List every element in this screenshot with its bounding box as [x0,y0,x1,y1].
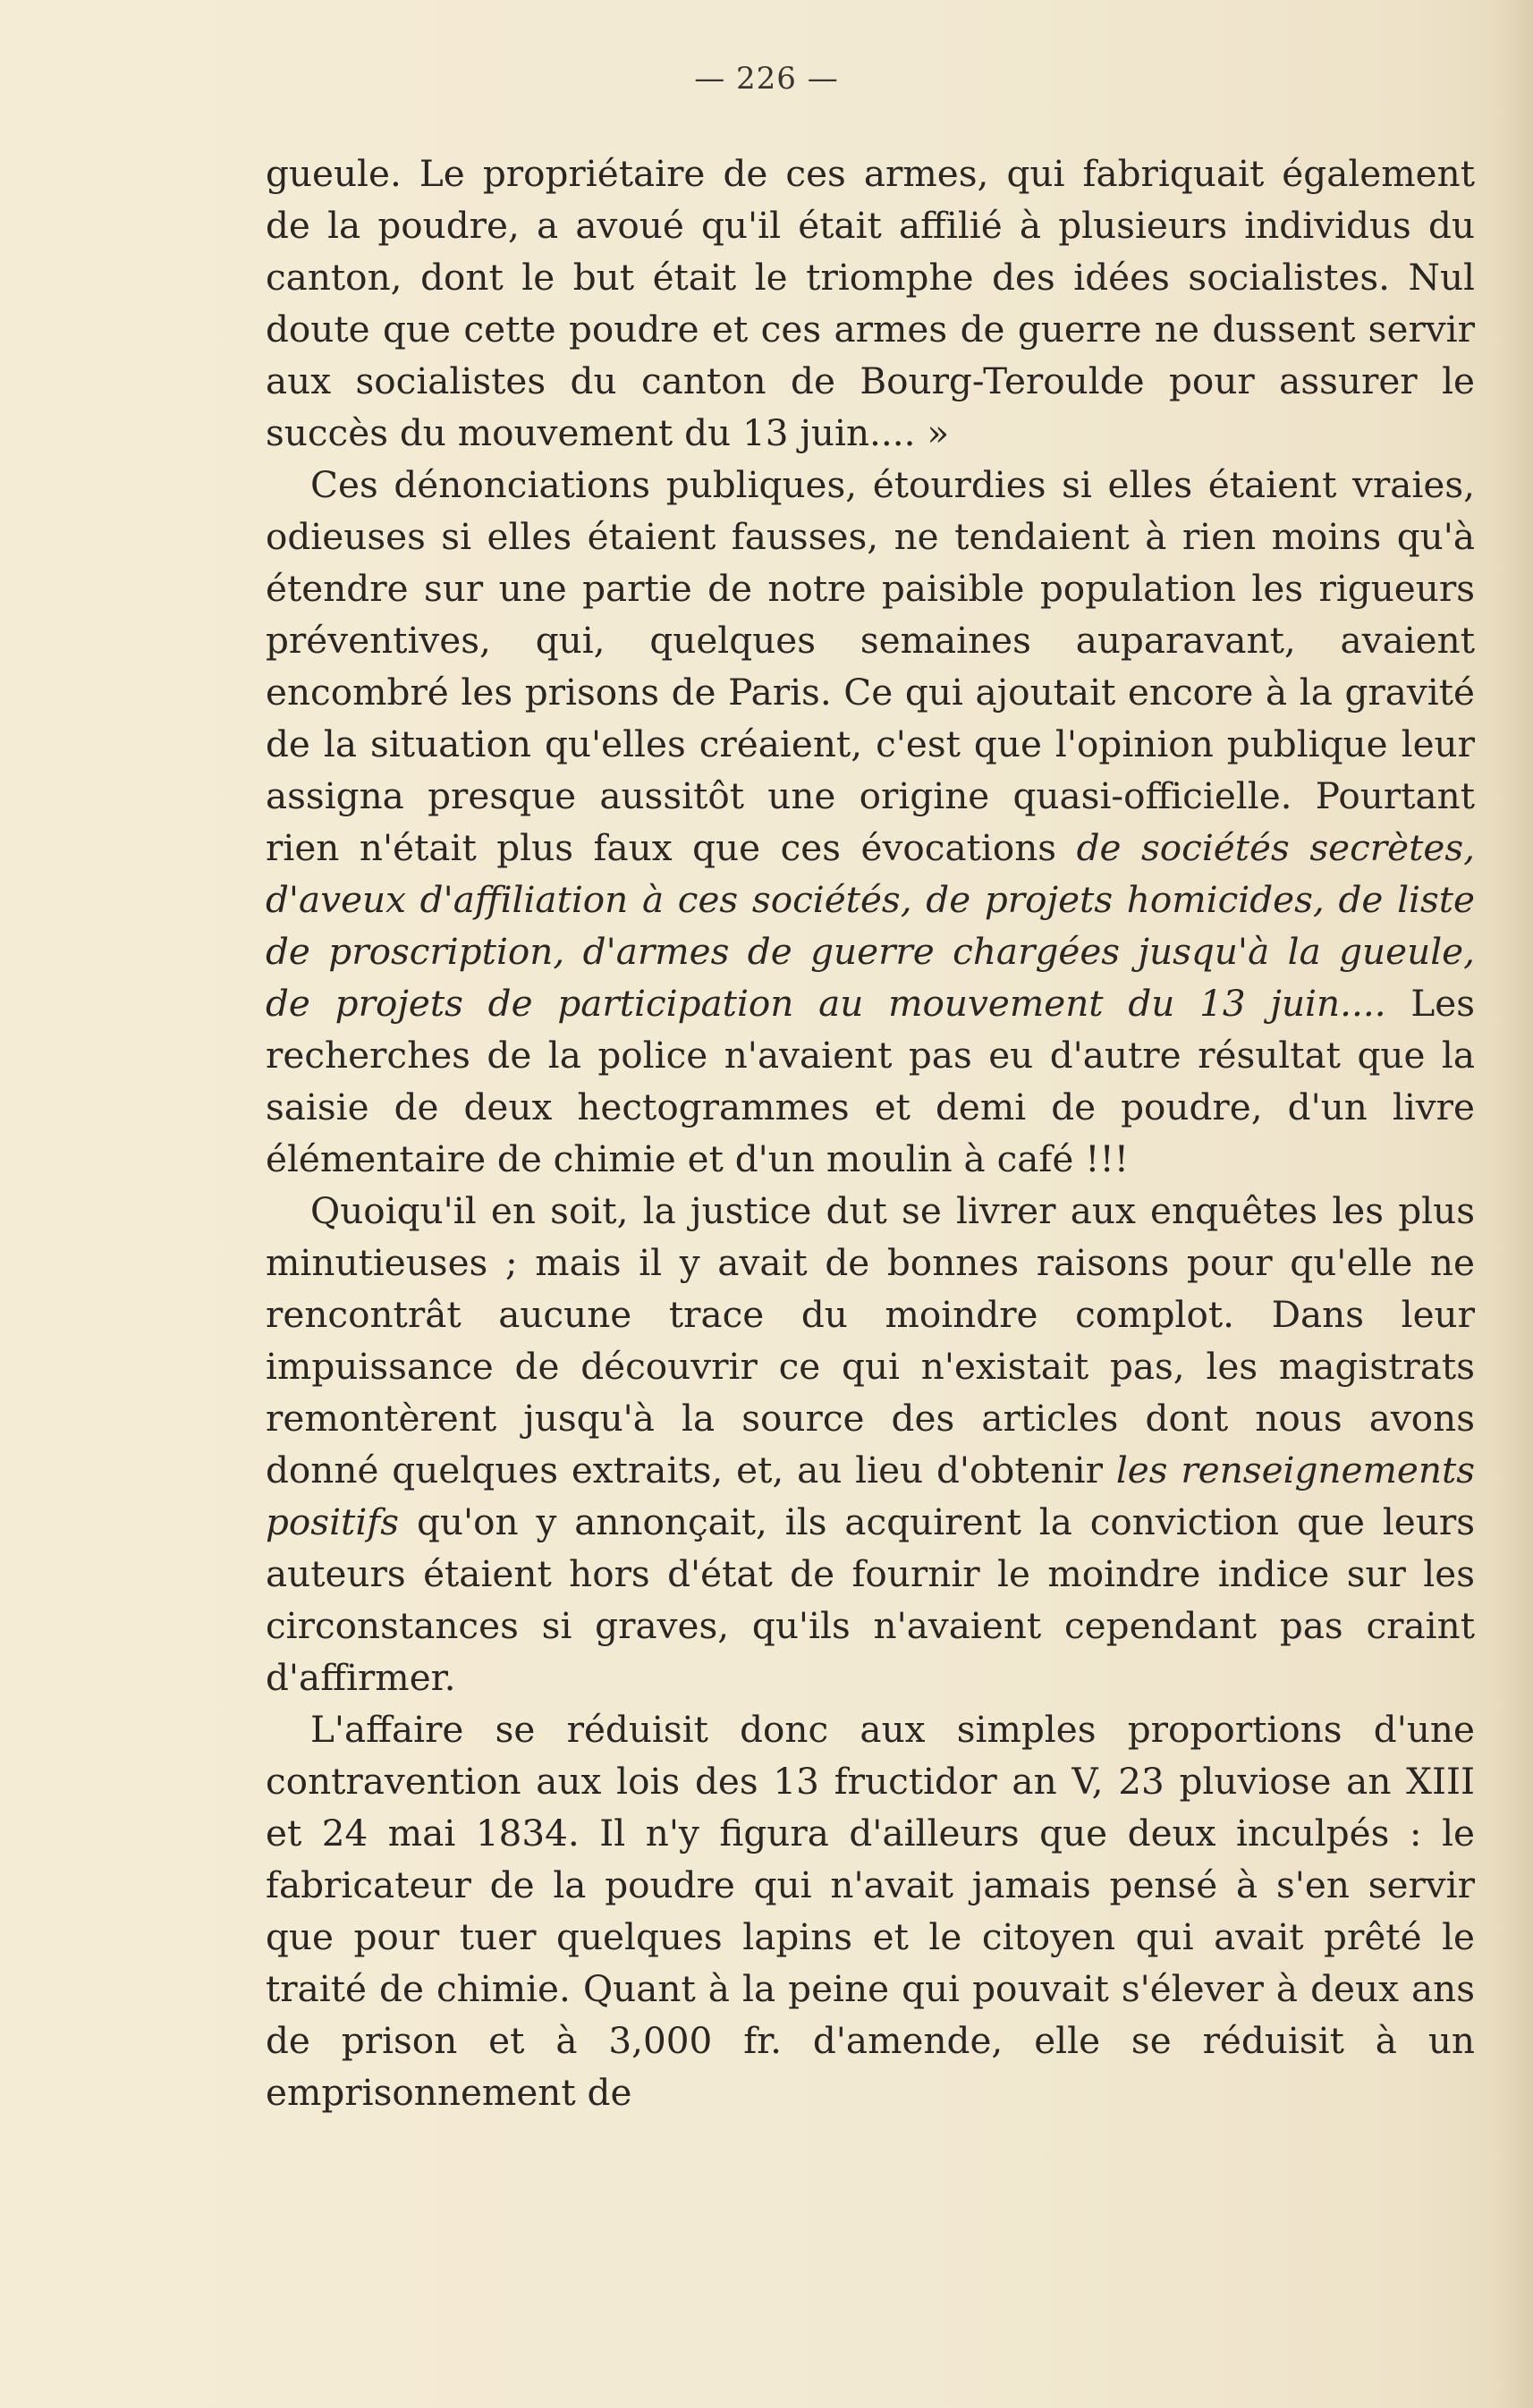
body-text [266,148,1475,2118]
page-number: — 226 — [694,61,839,97]
paragraph-text: Quoiqu'il en soit, la justice dut se livrer aux enquêtes les plus minutieuses ; mais il y avait de bonnes raisons pour qu'elle ne rencontrât aucune trace du moindre complot. Dans leur impuissance de découvrir ce qui n'existait pas, les magistrats remontèrent jusqu'à la source des articles dont nous avons donné quelques extraits, et, au lieu d'obtenir [266,1189,1475,1491]
paragraph [266,1703,1475,2118]
paragraph-text: L'affaire se réduisit donc aux simples proportions d'une contravention aux lois des 13 fructidor an V, 23 pluviose an XIII et 24 mai 1834. Il n'y figura d'ailleurs que deux inculpés : le fabricateur de la poudre qui n'avait jamais pensé à s'en servir que pour tuer quelques lapins et le citoyen qui avait prêté le traité de chimie. Quant à la peine qui pouvait s'élever à deux ans de prison et à 3,000 fr. d'amende, elle se réduisit à un emprisonnement de [266,1708,1475,2114]
paragraph [266,1185,1475,1703]
italic-quotation: les renseignements positifs [266,1449,1476,1543]
italic-quotation: de sociétés secrètes, d'aveux d'affiliation à ces sociétés, de projets homicides, de liste de proscription, d'armes de guerre chargées jusqu'à la gueule, de projets de participation au mouvement du 13 juin.... [266,826,1475,1025]
paragraph [266,459,1475,1185]
paragraph-text: gueule. Le propriétaire de ces armes, qui fabriquait également de la poudre, a avoué qu'il était affilié à plusieurs individus du canton, dont le but était le triomphe des idées socialistes. Nul doute que cette poudre et ces armes de guerre ne dussent servir aux socialistes du canton de Bourg-Teroulde pour assurer le succès du mouvement du 13 juin.... » [266,152,1475,454]
paragraph-text: Les recherches de la police n'avaient pas eu d'autre résultat que la saisie de deux hectogrammes et demi de poudre, d'un livre élémentaire de chimie et d'un moulin à café !!! [266,982,1475,1180]
paragraph-text: qu'on y annonçait, ils acquirent la conviction que leurs auteurs étaient hors d'état de fournir le moindre indice sur les circonstances si graves, qu'ils n'avaient cependant pas craint d'affirmer. [266,1500,1475,1699]
paragraph-text: Ces dénonciations publiques, étourdies si elles étaient vraies, odieuses si elles étaient fausses, ne tendaient à rien moins qu'à étendre sur une partie de notre paisible population les rigueurs préventives, qui, quelques semaines auparavant, avaient encombré les prisons de Paris. Ce qui ajoutait encore à la gravité de la situation qu'elles créaient, c'est que l'opinion publique leur assigna presque aussitôt une origine quasi-officielle. Pourtant rien n'était plus faux que ces évocations [266,463,1475,869]
paragraph-continued [266,148,1475,459]
page-edge-shadow [1497,0,1533,2408]
